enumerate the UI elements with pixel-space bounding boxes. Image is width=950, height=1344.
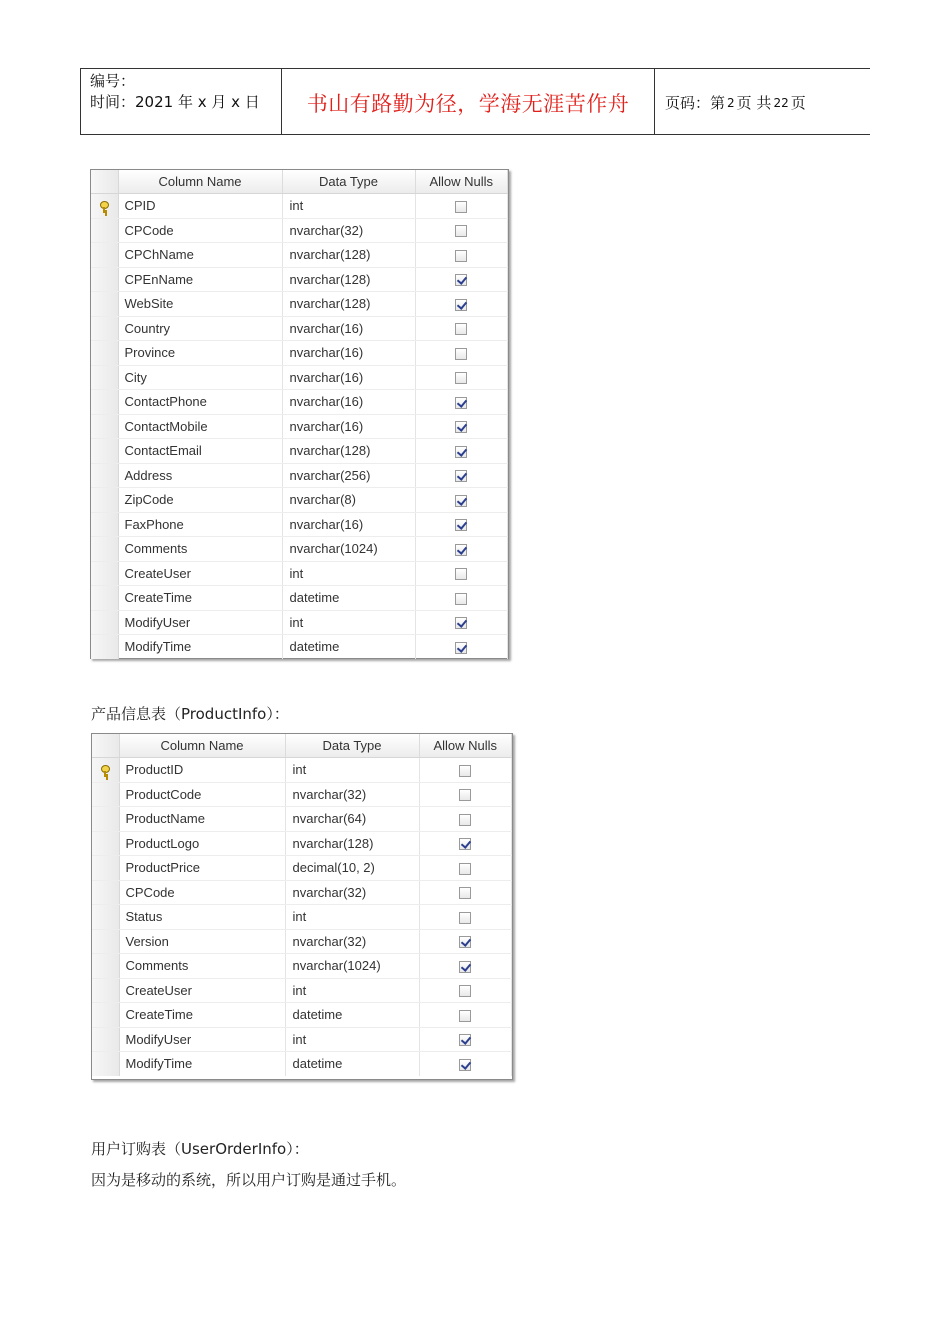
data-type-cell[interactable]: int (282, 561, 415, 586)
allow-nulls-checkbox[interactable] (455, 642, 467, 654)
data-type-cell[interactable]: datetime (282, 586, 415, 611)
data-type-cell[interactable]: datetime (285, 1003, 419, 1028)
row-selector[interactable] (91, 194, 118, 219)
page-total: 22 (773, 95, 789, 110)
table-row[interactable] (91, 439, 508, 464)
data-type-cell[interactable]: nvarchar(32) (285, 929, 419, 954)
data-type-cell[interactable]: nvarchar(128) (282, 292, 415, 317)
row-selector[interactable] (91, 292, 118, 317)
column-name-cell[interactable]: Comments (118, 537, 282, 562)
allow-nulls-checkbox[interactable] (455, 225, 467, 237)
primary-key-icon (99, 201, 109, 213)
allow-nulls-checkbox[interactable] (459, 961, 471, 973)
data-type-cell[interactable]: int (282, 610, 415, 635)
grid-body (91, 194, 508, 659)
data-type-cell[interactable]: int (285, 905, 419, 930)
data-type-cell[interactable]: nvarchar(16) (282, 316, 415, 341)
table-row[interactable] (91, 218, 508, 243)
table-row[interactable] (91, 267, 508, 292)
column-name-cell[interactable]: Address (118, 463, 282, 488)
allow-nulls-cell (415, 586, 508, 611)
row-selector[interactable] (92, 782, 119, 807)
column-name-cell[interactable]: ModifyUser (118, 610, 282, 635)
allow-nulls-cell (415, 463, 508, 488)
grid-body (92, 758, 512, 1076)
table-row[interactable] (92, 1003, 512, 1028)
data-type-cell[interactable]: nvarchar(128) (282, 439, 415, 464)
page-prefix: 页码：第 (665, 94, 726, 112)
allow-nulls-checkbox[interactable] (455, 593, 467, 605)
data-type-cell[interactable]: int (285, 758, 419, 783)
allow-nulls-cell (415, 635, 508, 659)
table-designer-product (91, 733, 513, 1080)
allow-nulls-checkbox[interactable] (459, 789, 471, 801)
allow-nulls-cell (415, 243, 508, 268)
allow-nulls-cell (415, 292, 508, 317)
data-type-cell[interactable]: nvarchar(128) (285, 831, 419, 856)
allow-nulls-cell (415, 561, 508, 586)
table-row[interactable] (92, 758, 512, 783)
row-selector[interactable] (91, 439, 118, 464)
row-selector[interactable] (91, 390, 118, 415)
column-name-cell[interactable]: ProductCode (119, 782, 285, 807)
data-type-cell[interactable]: nvarchar(1024) (282, 537, 415, 562)
allow-nulls-cell (419, 831, 512, 856)
allow-nulls-cell (415, 512, 508, 537)
table-row[interactable] (92, 807, 512, 832)
data-type-cell[interactable]: nvarchar(32) (285, 782, 419, 807)
column-name-cell[interactable]: Version (119, 929, 285, 954)
allow-nulls-checkbox[interactable] (459, 814, 471, 826)
header-data-type: Data Type (282, 170, 415, 194)
header-column-name: Column Name (119, 734, 285, 758)
row-selector[interactable] (91, 488, 118, 513)
row-selector[interactable] (91, 463, 118, 488)
allow-nulls-cell (419, 880, 512, 905)
table-row[interactable] (92, 905, 512, 930)
column-name-cell[interactable]: CreateUser (119, 978, 285, 1003)
column-name-cell[interactable]: City (118, 365, 282, 390)
row-selector[interactable] (91, 512, 118, 537)
row-selector[interactable] (91, 341, 118, 366)
data-type-cell[interactable]: nvarchar(1024) (285, 954, 419, 979)
data-type-cell[interactable]: nvarchar(32) (282, 218, 415, 243)
allow-nulls-cell (419, 905, 512, 930)
table-row[interactable] (92, 1027, 512, 1052)
allow-nulls-checkbox[interactable] (455, 372, 467, 384)
column-name-cell[interactable]: CPChName (118, 243, 282, 268)
column-name-cell[interactable]: ProductLogo (119, 831, 285, 856)
allow-nulls-checkbox[interactable] (459, 863, 471, 875)
data-type-cell[interactable]: datetime (282, 635, 415, 659)
column-name-cell[interactable]: Country (118, 316, 282, 341)
allow-nulls-cell (415, 218, 508, 243)
table-row[interactable] (91, 488, 508, 513)
primary-key-icon (100, 765, 110, 777)
table-row[interactable] (91, 243, 508, 268)
allow-nulls-checkbox[interactable] (459, 838, 471, 850)
allow-nulls-checkbox[interactable] (459, 936, 471, 948)
column-name-cell[interactable]: ProductName (119, 807, 285, 832)
table-row[interactable] (91, 292, 508, 317)
allow-nulls-cell (419, 1027, 512, 1052)
allow-nulls-checkbox[interactable] (455, 470, 467, 482)
allow-nulls-cell (415, 610, 508, 635)
row-selector[interactable] (91, 586, 118, 611)
allow-nulls-checkbox[interactable] (455, 274, 467, 286)
data-type-cell[interactable]: nvarchar(16) (282, 414, 415, 439)
time-label: 时间：2021 年 x 月 x 日 (90, 93, 260, 111)
row-selector[interactable] (91, 365, 118, 390)
table-row[interactable] (91, 463, 508, 488)
row-selector-header (92, 734, 119, 758)
table-row[interactable] (92, 954, 512, 979)
allow-nulls-checkbox[interactable] (455, 519, 467, 531)
table-row[interactable] (91, 610, 508, 635)
header-data-type: Data Type (285, 734, 419, 758)
allow-nulls-cell (415, 341, 508, 366)
column-name-cell[interactable]: CreateTime (118, 586, 282, 611)
column-name-cell[interactable]: ModifyUser (119, 1027, 285, 1052)
table-row[interactable] (91, 341, 508, 366)
column-name-cell[interactable]: CPCode (118, 218, 282, 243)
allow-nulls-cell (415, 414, 508, 439)
header-meta (81, 69, 282, 134)
data-type-cell[interactable]: nvarchar(16) (282, 365, 415, 390)
column-name-cell[interactable]: ProductPrice (119, 856, 285, 881)
data-type-cell[interactable]: nvarchar(256) (282, 463, 415, 488)
allow-nulls-cell (419, 929, 512, 954)
number-label: 编号： (90, 72, 136, 90)
grid-header-row (92, 734, 512, 758)
table-row[interactable] (91, 537, 508, 562)
grid-header-row (91, 170, 508, 194)
column-name-cell[interactable]: Comments (119, 954, 285, 979)
allow-nulls-cell (415, 488, 508, 513)
column-name-cell[interactable]: Status (119, 905, 285, 930)
allow-nulls-checkbox[interactable] (459, 912, 471, 924)
allow-nulls-cell (419, 856, 512, 881)
table-row[interactable] (92, 831, 512, 856)
column-name-cell[interactable]: ProductID (119, 758, 285, 783)
column-grid (91, 170, 508, 659)
table-row[interactable] (91, 194, 508, 219)
allow-nulls-checkbox[interactable] (459, 1059, 471, 1071)
allow-nulls-cell (419, 954, 512, 979)
page-number (655, 69, 870, 134)
column-name-cell[interactable]: CPCode (119, 880, 285, 905)
row-selector[interactable] (91, 414, 118, 439)
table-row[interactable] (92, 929, 512, 954)
column-name-cell[interactable]: FaxPhone (118, 512, 282, 537)
allow-nulls-cell (415, 194, 508, 219)
header-column-name: Column Name (118, 170, 282, 194)
column-name-cell[interactable]: ModifyTime (119, 1052, 285, 1076)
allow-nulls-checkbox[interactable] (455, 421, 467, 433)
column-name-cell[interactable]: CPEnName (118, 267, 282, 292)
table-row[interactable] (91, 414, 508, 439)
header-allow-nulls: Allow Nulls (419, 734, 512, 758)
data-type-cell[interactable]: nvarchar(128) (282, 243, 415, 268)
table-row[interactable] (91, 635, 508, 659)
column-name-cell[interactable]: ZipCode (118, 488, 282, 513)
row-selector[interactable] (92, 978, 119, 1003)
data-type-cell[interactable]: nvarchar(32) (285, 880, 419, 905)
table-row[interactable] (91, 390, 508, 415)
allow-nulls-checkbox[interactable] (455, 348, 467, 360)
column-name-cell[interactable]: ModifyTime (118, 635, 282, 659)
row-selector[interactable] (92, 954, 119, 979)
caption-product-info: 产品信息表（ProductInfo）： (91, 705, 289, 723)
table-row[interactable] (92, 880, 512, 905)
row-selector[interactable] (92, 1052, 119, 1076)
column-name-cell[interactable]: ContactMobile (118, 414, 282, 439)
allow-nulls-checkbox[interactable] (455, 323, 467, 335)
data-type-cell[interactable]: nvarchar(16) (282, 512, 415, 537)
column-name-cell[interactable]: CreateTime (119, 1003, 285, 1028)
row-selector[interactable] (92, 831, 119, 856)
allow-nulls-checkbox[interactable] (455, 446, 467, 458)
data-type-cell[interactable]: decimal(10, 2) (285, 856, 419, 881)
table-row[interactable] (92, 978, 512, 1003)
table-row[interactable] (91, 561, 508, 586)
page-mid: 页 共 (736, 94, 772, 112)
table-row[interactable] (92, 856, 512, 881)
column-name-cell[interactable]: ContactPhone (118, 390, 282, 415)
allow-nulls-checkbox[interactable] (455, 201, 467, 213)
table-row[interactable] (92, 1052, 512, 1076)
row-selector[interactable] (91, 561, 118, 586)
page-suffix: 页 (790, 94, 806, 112)
row-selector[interactable] (92, 905, 119, 930)
allow-nulls-checkbox[interactable] (459, 985, 471, 997)
row-selector[interactable] (92, 758, 119, 783)
body-paragraph: 因为是移动的系统，所以用户订购是通过手机。 (91, 1171, 407, 1189)
allow-nulls-cell (419, 807, 512, 832)
allow-nulls-checkbox[interactable] (459, 1010, 471, 1022)
row-selector[interactable] (91, 243, 118, 268)
row-selector[interactable] (91, 218, 118, 243)
allow-nulls-cell (419, 758, 512, 783)
table-row[interactable] (92, 782, 512, 807)
data-type-cell[interactable]: nvarchar(16) (282, 390, 415, 415)
allow-nulls-cell (415, 390, 508, 415)
allow-nulls-cell (415, 439, 508, 464)
data-type-cell[interactable]: nvarchar(8) (282, 488, 415, 513)
allow-nulls-checkbox[interactable] (455, 568, 467, 580)
column-name-cell[interactable]: CreateUser (118, 561, 282, 586)
data-type-cell[interactable]: datetime (285, 1052, 419, 1076)
row-selector[interactable] (92, 807, 119, 832)
table-designer-cp (90, 169, 509, 659)
row-selector[interactable] (91, 635, 118, 659)
allow-nulls-checkbox[interactable] (455, 250, 467, 262)
allow-nulls-checkbox[interactable] (455, 544, 467, 556)
allow-nulls-checkbox[interactable] (455, 617, 467, 629)
column-grid (92, 734, 512, 1076)
allow-nulls-cell (415, 316, 508, 341)
allow-nulls-checkbox[interactable] (459, 765, 471, 777)
allow-nulls-checkbox[interactable] (455, 495, 467, 507)
table-row[interactable] (91, 512, 508, 537)
table-row[interactable] (91, 316, 508, 341)
row-selector[interactable] (92, 1003, 119, 1028)
row-selector[interactable] (92, 856, 119, 881)
allow-nulls-checkbox[interactable] (459, 1034, 471, 1046)
allow-nulls-cell (415, 267, 508, 292)
data-type-cell[interactable]: int (285, 1027, 419, 1052)
row-selector[interactable] (92, 880, 119, 905)
data-type-cell[interactable]: nvarchar(128) (282, 267, 415, 292)
row-selector-header (91, 170, 118, 194)
header-motto: 书山有路勤为径，学海无涯苦作舟 (282, 69, 655, 134)
row-selector[interactable] (91, 610, 118, 635)
data-type-cell[interactable]: int (285, 978, 419, 1003)
column-name-cell[interactable]: WebSite (118, 292, 282, 317)
header-allow-nulls: Allow Nulls (415, 170, 508, 194)
allow-nulls-cell (415, 537, 508, 562)
row-selector[interactable] (91, 537, 118, 562)
allow-nulls-cell (419, 978, 512, 1003)
table-row[interactable] (91, 586, 508, 611)
column-name-cell[interactable]: ContactEmail (118, 439, 282, 464)
page-current: 2 (727, 95, 735, 110)
row-selector[interactable] (92, 1027, 119, 1052)
page-header (80, 68, 870, 135)
row-selector[interactable] (91, 316, 118, 341)
row-selector[interactable] (91, 267, 118, 292)
data-type-cell[interactable]: nvarchar(64) (285, 807, 419, 832)
data-type-cell[interactable]: nvarchar(16) (282, 341, 415, 366)
row-selector[interactable] (92, 929, 119, 954)
allow-nulls-checkbox[interactable] (455, 299, 467, 311)
data-type-cell[interactable]: int (282, 194, 415, 219)
allow-nulls-cell (415, 365, 508, 390)
table-row[interactable] (91, 365, 508, 390)
allow-nulls-cell (419, 782, 512, 807)
column-name-cell[interactable]: CPID (118, 194, 282, 219)
allow-nulls-cell (419, 1052, 512, 1076)
column-name-cell[interactable]: Province (118, 341, 282, 366)
allow-nulls-checkbox[interactable] (459, 887, 471, 899)
allow-nulls-cell (419, 1003, 512, 1028)
allow-nulls-checkbox[interactable] (455, 397, 467, 409)
caption-user-order-info: 用户订购表（UserOrderInfo）： (91, 1140, 309, 1158)
